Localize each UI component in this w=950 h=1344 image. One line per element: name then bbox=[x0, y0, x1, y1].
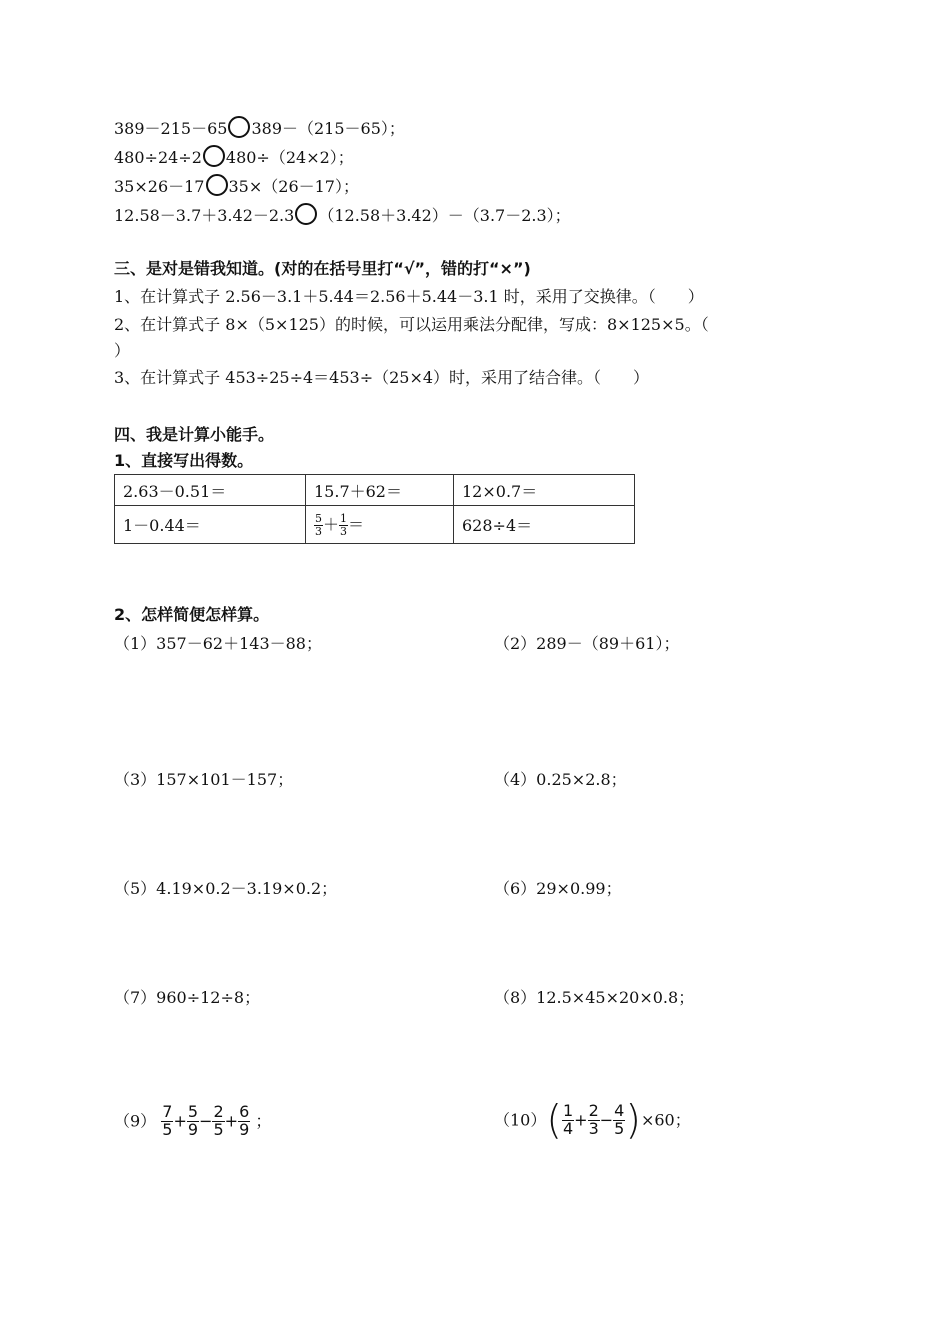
subsection-2-title: 2、怎样简便怎样算。 bbox=[114, 605, 270, 624]
compare-line-4 bbox=[114, 203, 571, 227]
semicolon: ； bbox=[255, 1111, 272, 1131]
problem-2: （2）289－（89＋61）； bbox=[494, 634, 680, 653]
compare-3-right: 35×（26－17）； bbox=[228, 177, 359, 196]
fraction: $\frac{5}{3}$ bbox=[315, 512, 322, 538]
table-cell: 1－0.44＝ bbox=[115, 506, 306, 544]
table-cell: 15.7＋62＝ bbox=[306, 475, 454, 506]
plus-sign: ＋ bbox=[323, 514, 340, 534]
answer-circle[interactable] bbox=[228, 116, 250, 138]
subsection-1-title: 1、直接写出得数。 bbox=[114, 451, 254, 470]
compare-1-right: 389－（215－65）； bbox=[251, 119, 405, 138]
compare-2-left: 480÷24÷2 bbox=[114, 148, 202, 167]
operator: − bbox=[199, 1111, 213, 1131]
mental-math-table bbox=[114, 474, 635, 544]
fraction: $\frac{4}{5}$ bbox=[614, 1101, 625, 1138]
problem-3: （3）157×101－157； bbox=[114, 770, 294, 789]
problem-5: （5）4.19×0.2－3.19×0.2； bbox=[114, 879, 338, 898]
right-paren: ) bbox=[625, 1097, 641, 1144]
left-paren: ( bbox=[546, 1097, 562, 1144]
fraction: $\frac{1}{3}$ bbox=[340, 512, 348, 538]
operator: − bbox=[599, 1110, 614, 1130]
tf-item-3: 3、在计算式子 453÷25÷4＝453÷（25×4）时，采用了结合律。（ ） bbox=[114, 368, 650, 387]
operator: + bbox=[173, 1111, 187, 1131]
problem-9 bbox=[114, 1098, 271, 1145]
table-cell: 628÷4＝ bbox=[454, 506, 635, 544]
tf-item-2: 2、在计算式子 8×（5×125）的时候，可以运用乘法分配律，写成：8×125×5。（ bbox=[114, 315, 709, 334]
table-cell-fraction bbox=[306, 506, 454, 544]
compare-line-2 bbox=[114, 145, 354, 169]
compare-line-3 bbox=[114, 174, 359, 198]
compare-4-left: 12.58－3.7＋3.42－2.3 bbox=[114, 206, 295, 225]
fraction: $\frac{7}{5}$ bbox=[162, 1102, 173, 1139]
equals-sign: ＝ bbox=[348, 514, 365, 534]
operator: + bbox=[224, 1111, 239, 1131]
problem-1: （1）357－62＋143－88； bbox=[114, 634, 322, 653]
answer-circle[interactable] bbox=[206, 174, 228, 196]
problem-7: （7）960÷12÷8； bbox=[114, 988, 261, 1007]
compare-3-left: 35×26－17 bbox=[114, 177, 205, 196]
compare-1-left: 389－215－65 bbox=[114, 119, 228, 138]
problem-9-label: （9） bbox=[114, 1111, 157, 1131]
table-cell: 2.63－0.51＝ bbox=[115, 475, 306, 506]
problem-10-tail: ×60； bbox=[640, 1110, 691, 1130]
fraction: $\frac{6}{9}$ bbox=[239, 1102, 250, 1139]
problem-10-label: （10） bbox=[494, 1110, 547, 1130]
fraction: $\frac{1}{4}$ bbox=[562, 1101, 574, 1138]
problem-10 bbox=[494, 1096, 691, 1145]
compare-2-right: 480÷（24×2）； bbox=[225, 148, 354, 167]
problem-4: （4）0.25×2.8； bbox=[494, 770, 627, 789]
answer-circle[interactable] bbox=[203, 145, 225, 167]
tf-item-1: 1、在计算式子 2.56－3.1＋5.44＝2.56＋5.44－3.1 时，采用了交换律。（ ） bbox=[114, 287, 704, 306]
operator: + bbox=[574, 1110, 588, 1130]
section-4-title: 四、我是计算小能手。 bbox=[114, 425, 275, 444]
compare-4-right: （12.58＋3.42）－（3.7－2.3）； bbox=[318, 206, 571, 225]
problem-6: （6）29×0.99； bbox=[494, 879, 622, 898]
fraction: $\frac{2}{3}$ bbox=[588, 1101, 599, 1138]
compare-line-1 bbox=[114, 116, 405, 140]
problem-8: （8）12.5×45×20×0.8； bbox=[494, 988, 695, 1007]
table-cell: 12×0.7＝ bbox=[454, 475, 635, 506]
tf-item-2-cont: ） bbox=[114, 341, 131, 360]
section-3-title: 三、是对是错我知道。(对的在括号里打“√”，错的打“×”) bbox=[114, 259, 531, 278]
answer-circle[interactable] bbox=[295, 203, 317, 225]
fraction: $\frac{5}{9}$ bbox=[187, 1102, 199, 1139]
fraction: $\frac{2}{5}$ bbox=[213, 1102, 224, 1139]
